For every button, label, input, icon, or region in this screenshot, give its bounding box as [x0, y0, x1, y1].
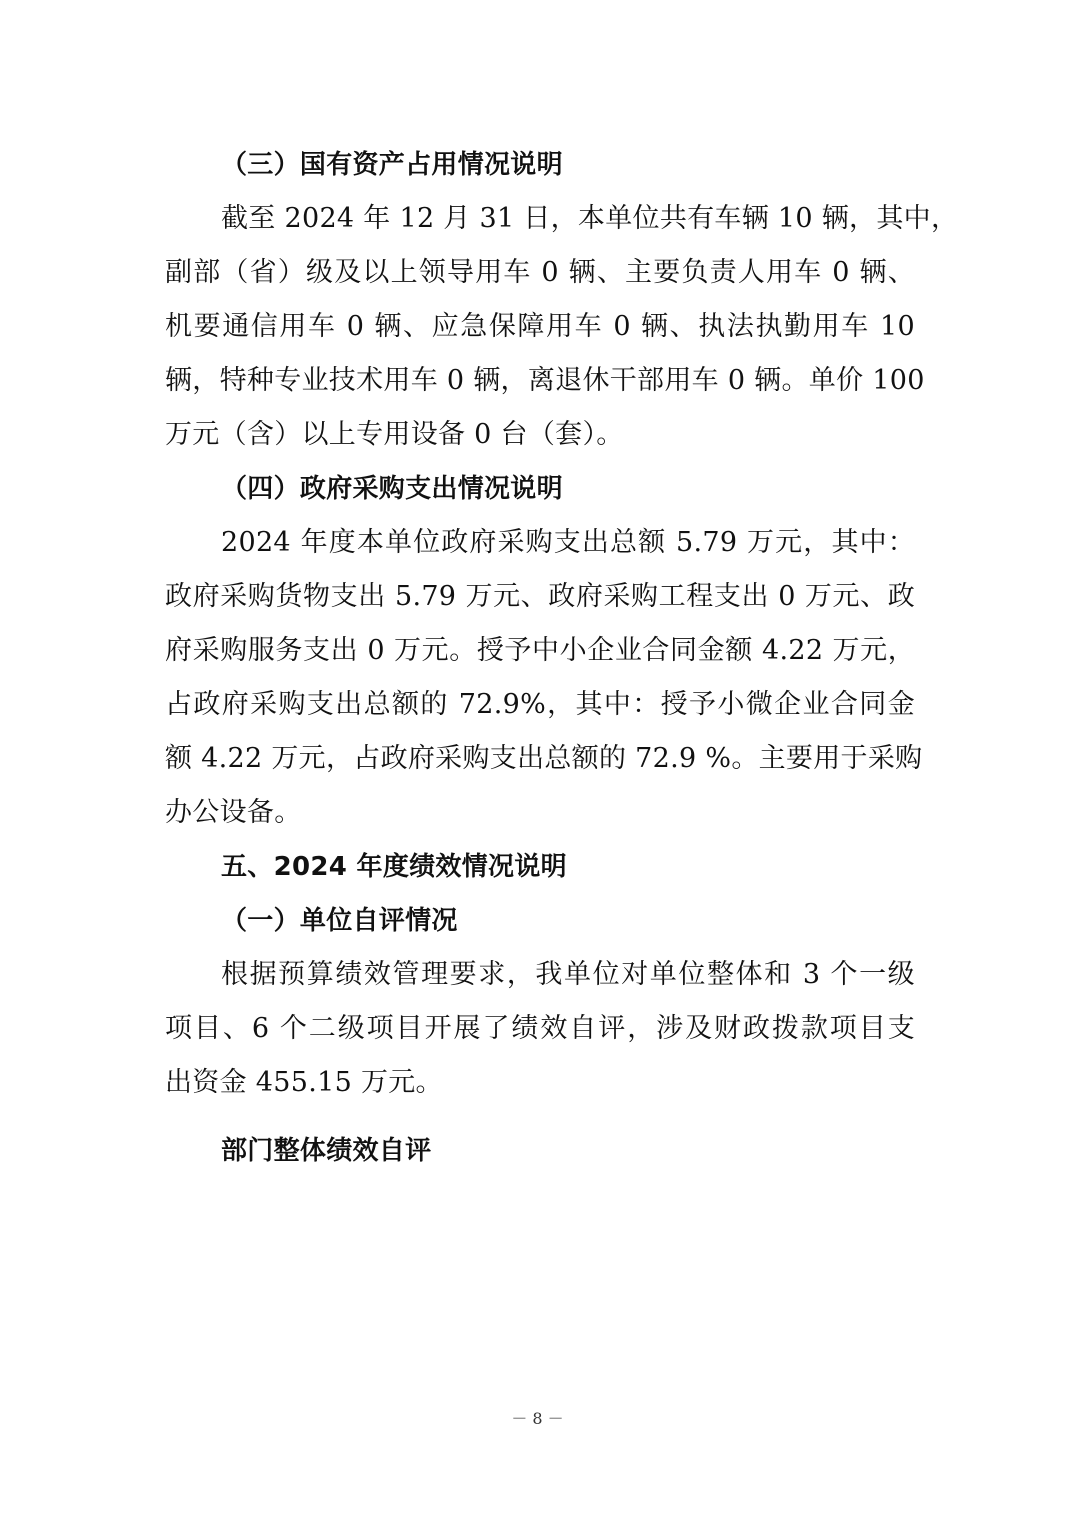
paragraph-line: 出资金 455.15 万元。 [165, 1067, 443, 1098]
paragraph-line: 占政府采购支出总额的 72.9%，其中：授予小微企业合同金 [165, 689, 915, 720]
subsection-heading-self-evaluation: （一）单位自评情况 [221, 906, 458, 936]
page-number: － 8 － [511, 1409, 564, 1428]
spacer [165, 1110, 915, 1124]
paragraph-line: 办公设备。 [165, 797, 302, 828]
section-heading-procurement: （四）政府采购支出情况说明 [221, 474, 563, 504]
section-heading-state-assets: （三）国有资产占用情况说明 [221, 150, 563, 180]
paragraph-line: 截至 2024 年 12 月 31 日，本单位共有车辆 10 辆，其中， [221, 203, 959, 234]
paragraph-line: 府采购服务支出 0 万元。授予中小企业合同金额 4.22 万元， [165, 635, 915, 666]
paragraph-line: 政府采购货物支出 5.79 万元、政府采购工程支出 0 万元、政 [165, 581, 915, 612]
subsection-heading-department-evaluation: 部门整体绩效自评 [221, 1136, 432, 1166]
paragraph-line: 副部（省）级及以上领导用车 0 辆、主要负责人用车 0 辆、 [165, 257, 915, 288]
paragraph-line: 额 4.22 万元，占政府采购支出总额的 72.9 %。主要用于采购 [165, 743, 923, 774]
paragraph-line: 根据预算绩效管理要求，我单位对单位整体和 3 个一级 [221, 959, 915, 990]
section-heading-performance: 五、2024 年度绩效情况说明 [221, 852, 567, 882]
paragraph-line: 辆，特种专业技术用车 0 辆，离退休干部用车 0 辆。单价 100 [165, 365, 925, 396]
paragraph-line: 2024 年度本单位政府采购支出总额 5.79 万元，其中： [221, 527, 915, 558]
paragraph-line: 机要通信用车 0 辆、应急保障用车 0 辆、执法执勤用车 10 [165, 311, 915, 342]
document-body [165, 138, 959, 1178]
paragraph-line: 万元（含）以上专用设备 0 台（套）。 [165, 419, 624, 450]
paragraph-line: 项目、6 个二级项目开展了绩效自评，涉及财政拨款项目支 [165, 1013, 915, 1044]
